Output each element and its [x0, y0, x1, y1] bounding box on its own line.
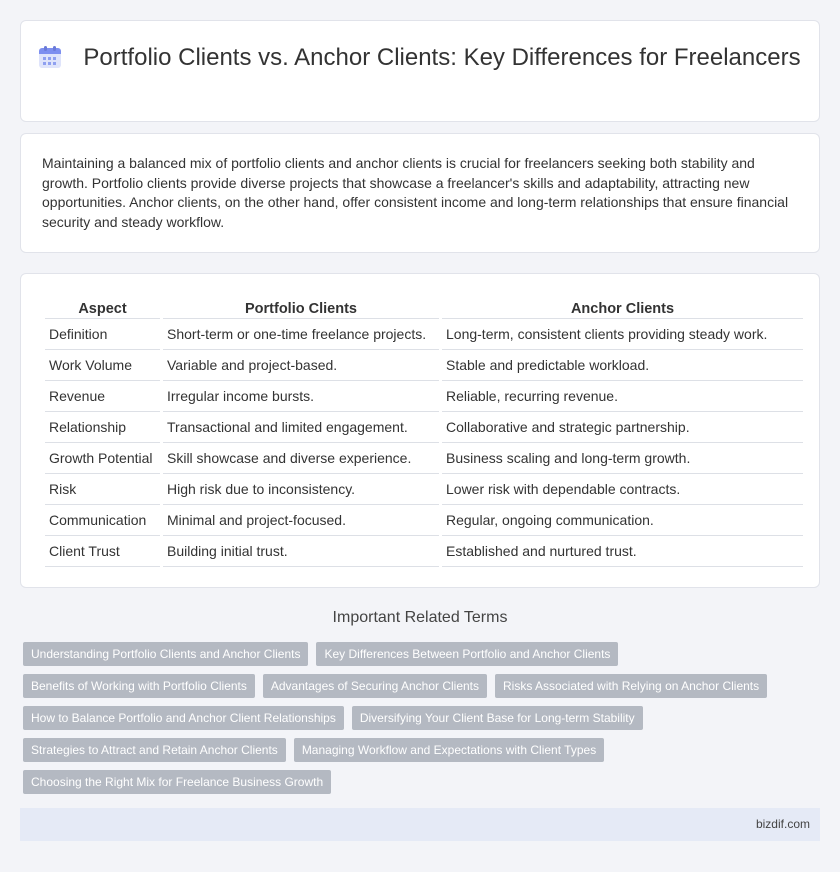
related-term-tag[interactable]: Key Differences Between Portfolio and Anchor Clients — [316, 642, 618, 666]
column-header-aspect: Aspect — [45, 295, 160, 319]
footer — [20, 808, 820, 841]
intro-paragraph: Maintaining a balanced mix of portfolio clients and anchor clients is crucial for freelancers seeking both stability and growth. Portfolio clients provide diverse projects that showcase a freelancer's skills and adaptability, attracting new opportunities. Anchor clients, on the other hand, offer consistent income and long-term relationships that ensure financial security and steady workflow. — [42, 155, 789, 230]
cell-portfolio: Short-term or one-time freelance projects. — [163, 319, 439, 350]
cell-anchor: Regular, ongoing communication. — [442, 505, 803, 536]
cell-portfolio: Transactional and limited engagement. — [163, 412, 439, 443]
cell-aspect: Relationship — [45, 412, 160, 443]
footer-brand[interactable]: bizdif.com — [755, 817, 810, 831]
related-term-tag[interactable]: Choosing the Right Mix for Freelance Business Growth — [23, 770, 331, 794]
related-term-tag[interactable]: Advantages of Securing Anchor Clients — [263, 674, 487, 698]
related-terms-title: Important Related Terms — [332, 609, 508, 626]
cell-anchor: Long-term, consistent clients providing steady work. — [442, 319, 803, 350]
cell-aspect: Client Trust — [45, 536, 160, 567]
comparison-card — [20, 273, 820, 588]
related-terms-list — [23, 642, 803, 802]
cell-aspect: Risk — [45, 474, 160, 505]
calendar-icon — [39, 46, 61, 68]
header-card — [20, 20, 820, 122]
table-row — [45, 350, 803, 381]
cell-anchor: Collaborative and strategic partnership. — [442, 412, 803, 443]
cell-portfolio: Variable and project-based. — [163, 350, 439, 381]
table-row — [45, 381, 803, 412]
related-term-tag[interactable]: Managing Workflow and Expectations with Client Types — [294, 738, 604, 762]
table-row — [45, 319, 803, 350]
intro-card — [20, 133, 820, 253]
cell-portfolio: Skill showcase and diverse experience. — [163, 443, 439, 474]
table-row — [45, 412, 803, 443]
cell-aspect: Revenue — [45, 381, 160, 412]
related-term-tag[interactable]: Risks Associated with Relying on Anchor Clients — [495, 674, 767, 698]
related-term-tag[interactable]: Understanding Portfolio Clients and Anchor Clients — [23, 642, 308, 666]
related-term-tag[interactable]: How to Balance Portfolio and Anchor Client Relationships — [23, 706, 344, 730]
related-term-tag[interactable]: Benefits of Working with Portfolio Clients — [23, 674, 255, 698]
cell-aspect: Definition — [45, 319, 160, 350]
cell-portfolio: Building initial trust. — [163, 536, 439, 567]
related-term-tag[interactable]: Diversifying Your Client Base for Long-term Stability — [352, 706, 643, 730]
table-row — [45, 536, 803, 567]
column-header-portfolio: Portfolio Clients — [163, 295, 439, 319]
page-header — [21, 43, 819, 73]
column-header-anchor: Anchor Clients — [442, 295, 803, 319]
cell-aspect: Growth Potential — [45, 443, 160, 474]
cell-anchor: Established and nurtured trust. — [442, 536, 803, 567]
cell-anchor: Stable and predictable workload. — [442, 350, 803, 381]
table-row — [45, 443, 803, 474]
cell-aspect: Work Volume — [45, 350, 160, 381]
comparison-table — [42, 295, 806, 567]
cell-anchor: Business scaling and long-term growth. — [442, 443, 803, 474]
cell-anchor: Reliable, recurring revenue. — [442, 381, 803, 412]
cell-portfolio: High risk due to inconsistency. — [163, 474, 439, 505]
table-row — [45, 474, 803, 505]
cell-portfolio: Irregular income bursts. — [163, 381, 439, 412]
cell-anchor: Lower risk with dependable contracts. — [442, 474, 803, 505]
cell-aspect: Communication — [45, 505, 160, 536]
table-row — [45, 505, 803, 536]
page-title: Portfolio Clients vs. Anchor Clients: Key Differences for Freelancers — [83, 44, 801, 71]
related-term-tag[interactable]: Strategies to Attract and Retain Anchor Clients — [23, 738, 286, 762]
cell-portfolio: Minimal and project-focused. — [163, 505, 439, 536]
table-header-row — [45, 295, 803, 319]
